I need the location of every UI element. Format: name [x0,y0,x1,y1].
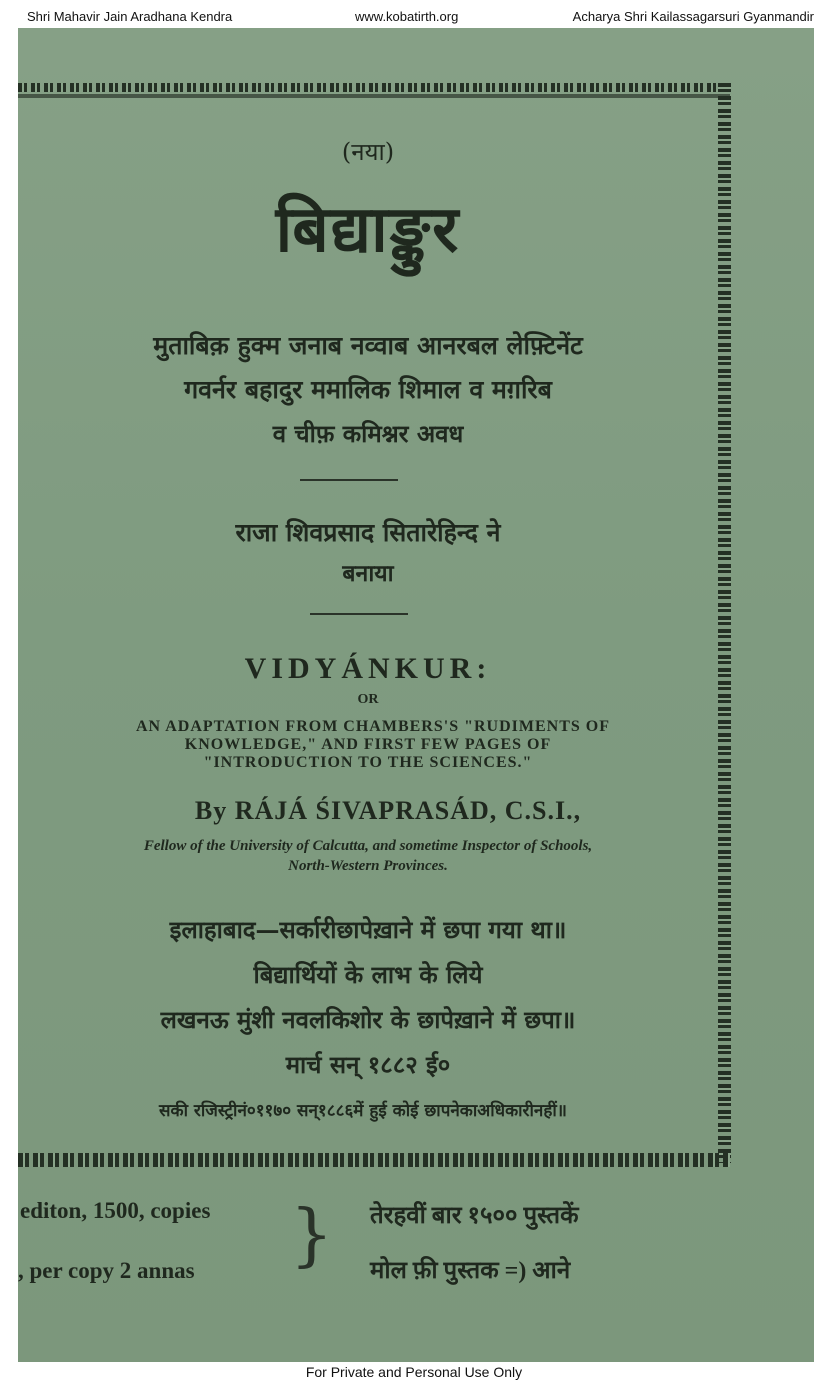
header-right-text: Acharya Shri Kailassagarsuri Gyanmandir [572,9,814,24]
page-header [0,0,828,26]
ornamental-border-top-rule [18,94,730,98]
imprint-line-3: लखनऊ मुंशी नवलकिशोर के छापेख़ाने में छपा॥ [160,1005,576,1034]
brace-icon: } [290,1196,334,1275]
header-left-text: Shri Mahavir Jain Aradhana Kendra [27,9,233,24]
ornamental-border-right [718,83,731,1163]
dedication-line-3: व चीफ़ कमिश्नर अवध [272,419,464,448]
ornamental-border-bottom [18,1153,730,1167]
english-subtitle-line-1: AN ADAPTATION FROM CHAMBERS'S "RUDIMENTS OF [136,718,610,735]
header-website[interactable]: www.kobatirth.org [355,9,459,24]
edition-hindi-line-2: मोल फ़ी पुस्तक =) आने [370,1258,571,1284]
english-subtitle-line-3: "INTRODUCTION TO THE SCIENCES." [203,754,533,771]
cover-naya: (नया) [341,138,395,166]
book-cover [18,28,814,1362]
imprint-line-1: इलाहाबाद—सर्कारीछापेख़ाने में छपा गया था॥ [169,915,567,944]
dedication-line-2: गवर्नर बहादुर ममालिक शिमाल व मग़रिब [184,375,552,404]
divider-rule [310,613,408,615]
registration-notice: सकी रजिस्ट्रीनं०११७० सन्१८८६में हुई कोई छापनेकाअधिकारीनहीं॥ [159,1101,567,1121]
edition-english-line-1: editon, 1500, copies [20,1198,211,1223]
author-hindi: राजा शिवप्रसाद सितारेहिन्द ने [235,518,501,547]
english-or: OR [357,692,379,707]
dedication-line-1: मुताबिक़ हुक्म जनाब नव्वाब आनरबल लेफ़्टिनेंट [153,331,583,360]
fellow-line-1: Fellow of the University of Calcutta, and sometime Inspector of Schools, [143,838,593,854]
page-footer: For Private and Personal Use Only [305,1364,523,1380]
english-title: VIDYÁNKUR: [244,652,492,685]
byline: By RÁJÁ ŚIVAPRASÁD, C.S.I., [194,796,582,825]
imprint-line-4: मार्च सन् १८८२ ई० [285,1050,451,1079]
fellow-line-2: North-Western Provinces. [288,858,448,874]
cover-title: बिद्याङ्कुर [275,192,461,267]
imprint-line-2: बिद्यार्थियों के लाभ के लिये [253,960,483,989]
ornamental-border-top [18,83,730,92]
divider-rule [300,479,398,481]
english-subtitle-line-2: KNOWLEDGE," AND FIRST FEW PAGES OF [184,736,552,753]
author-banaya: बनाया [342,560,394,587]
edition-hindi-line-1: तेरहवीं बार १५०० पुस्तकें [370,1203,579,1229]
edition-english-line-2: , per copy 2 annas [18,1258,195,1283]
